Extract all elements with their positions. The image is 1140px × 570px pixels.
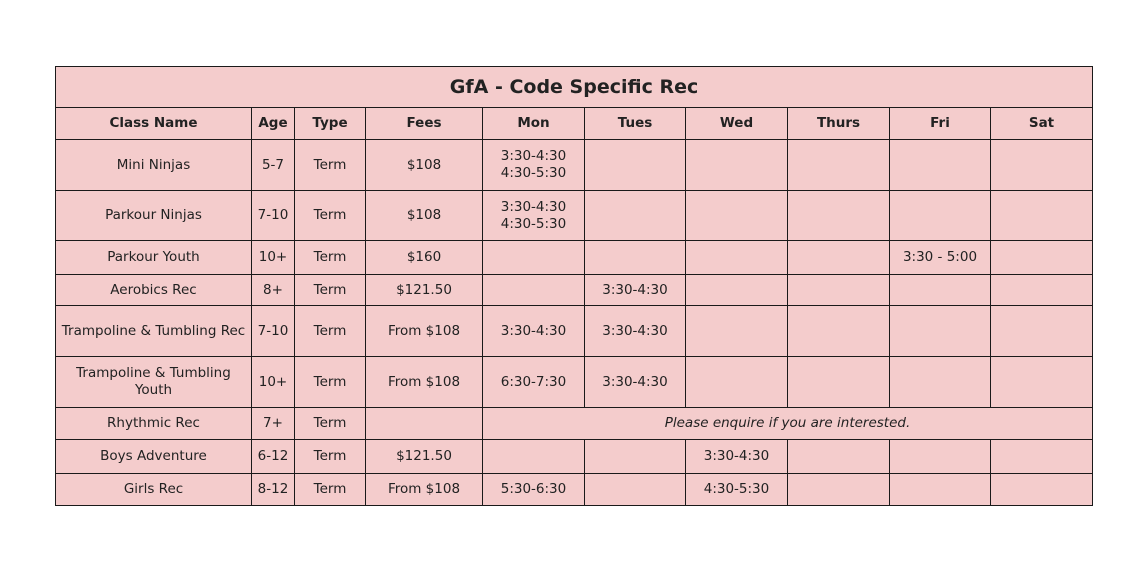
class-name-cell: Girls Rec (56, 474, 252, 506)
age-cell: 10+ (252, 357, 295, 408)
column-header-fri: Fri (890, 108, 991, 140)
time-slot: 3:30-4:30 (602, 322, 668, 339)
fees-cell: $160 (366, 241, 483, 275)
column-header-sat: Sat (991, 108, 1093, 140)
time-slot: 3:30-4:30 (500, 198, 567, 215)
fees-cell: $108 (366, 140, 483, 191)
fri-time-cell (890, 440, 991, 474)
class-name-cell: Aerobics Rec (56, 275, 252, 306)
mon-time-cell (483, 474, 585, 506)
table-body (56, 140, 1093, 506)
column-header-wed: Wed (686, 108, 788, 140)
age-cell: 10+ (252, 241, 295, 275)
table-row (56, 408, 1093, 440)
fri-time-cell (890, 275, 991, 306)
table-row (56, 357, 1093, 408)
age-cell: 7-10 (252, 306, 295, 357)
wed-time-cell (686, 241, 788, 275)
time-slot: 5:30-6:30 (500, 481, 567, 497)
column-header-age: Age (252, 108, 295, 140)
wed-time-cell (686, 306, 788, 357)
thurs-time-cell (788, 140, 890, 191)
fees-cell: $108 (366, 191, 483, 241)
class-name-cell: Parkour Ninjas (56, 191, 252, 241)
mon-time-cell (483, 306, 585, 357)
wed-time-cell (686, 275, 788, 306)
fees-cell (366, 408, 483, 440)
sat-time-cell (991, 275, 1093, 306)
age-cell: 7+ (252, 408, 295, 440)
time-slot: 3:30-4:30 (703, 448, 770, 464)
thurs-time-cell (788, 241, 890, 275)
table-row (56, 440, 1093, 474)
tues-time-cell (585, 191, 686, 241)
time-slot: 3:30-4:30 (602, 281, 668, 298)
sat-time-cell (991, 440, 1093, 474)
wed-time-cell (686, 140, 788, 191)
time-slot: 4:30-5:30 (500, 165, 567, 181)
table-row (56, 306, 1093, 357)
fri-time-cell (890, 241, 991, 275)
table-row (56, 275, 1093, 306)
thurs-time-cell (788, 357, 890, 408)
fri-time-cell (890, 357, 991, 408)
class-name-cell: Rhythmic Rec (56, 408, 252, 440)
wed-time-cell (686, 191, 788, 241)
column-header-mon: Mon (483, 108, 585, 140)
column-header-thurs: Thurs (788, 108, 890, 140)
wed-time-cell (686, 474, 788, 506)
type-cell: Term (295, 140, 366, 191)
type-cell: Term (295, 357, 366, 408)
type-cell: Term (295, 440, 366, 474)
fri-time-cell (890, 306, 991, 357)
age-cell: 6-12 (252, 440, 295, 474)
tues-time-cell (585, 306, 686, 357)
column-header-fees: Fees (366, 108, 483, 140)
mon-time-cell (483, 140, 585, 191)
tues-time-cell (585, 440, 686, 474)
wed-time-cell (686, 357, 788, 408)
type-cell: Term (295, 474, 366, 506)
fri-time-cell (890, 474, 991, 506)
tues-time-cell (585, 474, 686, 506)
time-slot: 6:30-7:30 (500, 373, 567, 390)
column-header-type: Type (295, 108, 366, 140)
table-row (56, 140, 1093, 191)
sat-time-cell (991, 357, 1093, 408)
thurs-time-cell (788, 474, 890, 506)
time-slot: 3:30-4:30 (500, 148, 567, 164)
thurs-time-cell (788, 275, 890, 306)
class-name-cell: Mini Ninjas (56, 140, 252, 191)
thurs-time-cell (788, 191, 890, 241)
sat-time-cell (991, 140, 1093, 191)
class-name-cell: Trampoline & Tumbling Youth (56, 357, 252, 408)
enquire-note: Please enquire if you are interested. (483, 408, 1093, 440)
column-header-tues: Tues (585, 108, 686, 140)
age-cell: 8+ (252, 275, 295, 306)
time-slot: 4:30-5:30 (500, 215, 567, 232)
fri-time-cell (890, 140, 991, 191)
fees-cell: From $108 (366, 306, 483, 357)
mon-time-cell (483, 275, 585, 306)
tues-time-cell (585, 241, 686, 275)
column-header-class-name: Class Name (56, 108, 252, 140)
sat-time-cell (991, 241, 1093, 275)
table-title: GfA - Code Specific Rec (56, 67, 1093, 108)
sat-time-cell (991, 474, 1093, 506)
age-cell: 8-12 (252, 474, 295, 506)
fees-cell: From $108 (366, 357, 483, 408)
age-cell: 5-7 (252, 140, 295, 191)
schedule-container (55, 66, 1092, 506)
type-cell: Term (295, 306, 366, 357)
thurs-time-cell (788, 306, 890, 357)
class-name-cell: Trampoline & Tumbling Rec (56, 306, 252, 357)
fees-cell: $121.50 (366, 275, 483, 306)
time-slot: 3:30 - 5:00 (902, 249, 978, 265)
tues-time-cell (585, 357, 686, 408)
sat-time-cell (991, 191, 1093, 241)
time-slot: 4:30-5:30 (703, 481, 770, 497)
mon-time-cell (483, 357, 585, 408)
type-cell: Term (295, 275, 366, 306)
age-cell: 7-10 (252, 191, 295, 241)
type-cell: Term (295, 408, 366, 440)
fees-cell: From $108 (366, 474, 483, 506)
fees-cell: $121.50 (366, 440, 483, 474)
type-cell: Term (295, 191, 366, 241)
thurs-time-cell (788, 440, 890, 474)
mon-time-cell (483, 440, 585, 474)
time-slot: 3:30-4:30 (602, 373, 668, 390)
class-schedule-table (55, 66, 1093, 506)
time-slot: 3:30-4:30 (500, 322, 567, 339)
table-row (56, 241, 1093, 275)
table-row (56, 474, 1093, 506)
tues-time-cell (585, 275, 686, 306)
mon-time-cell (483, 191, 585, 241)
header-row (56, 108, 1093, 140)
class-name-cell: Parkour Youth (56, 241, 252, 275)
mon-time-cell (483, 241, 585, 275)
sat-time-cell (991, 306, 1093, 357)
table-row (56, 191, 1093, 241)
wed-time-cell (686, 440, 788, 474)
tues-time-cell (585, 140, 686, 191)
type-cell: Term (295, 241, 366, 275)
fri-time-cell (890, 191, 991, 241)
class-name-cell: Boys Adventure (56, 440, 252, 474)
